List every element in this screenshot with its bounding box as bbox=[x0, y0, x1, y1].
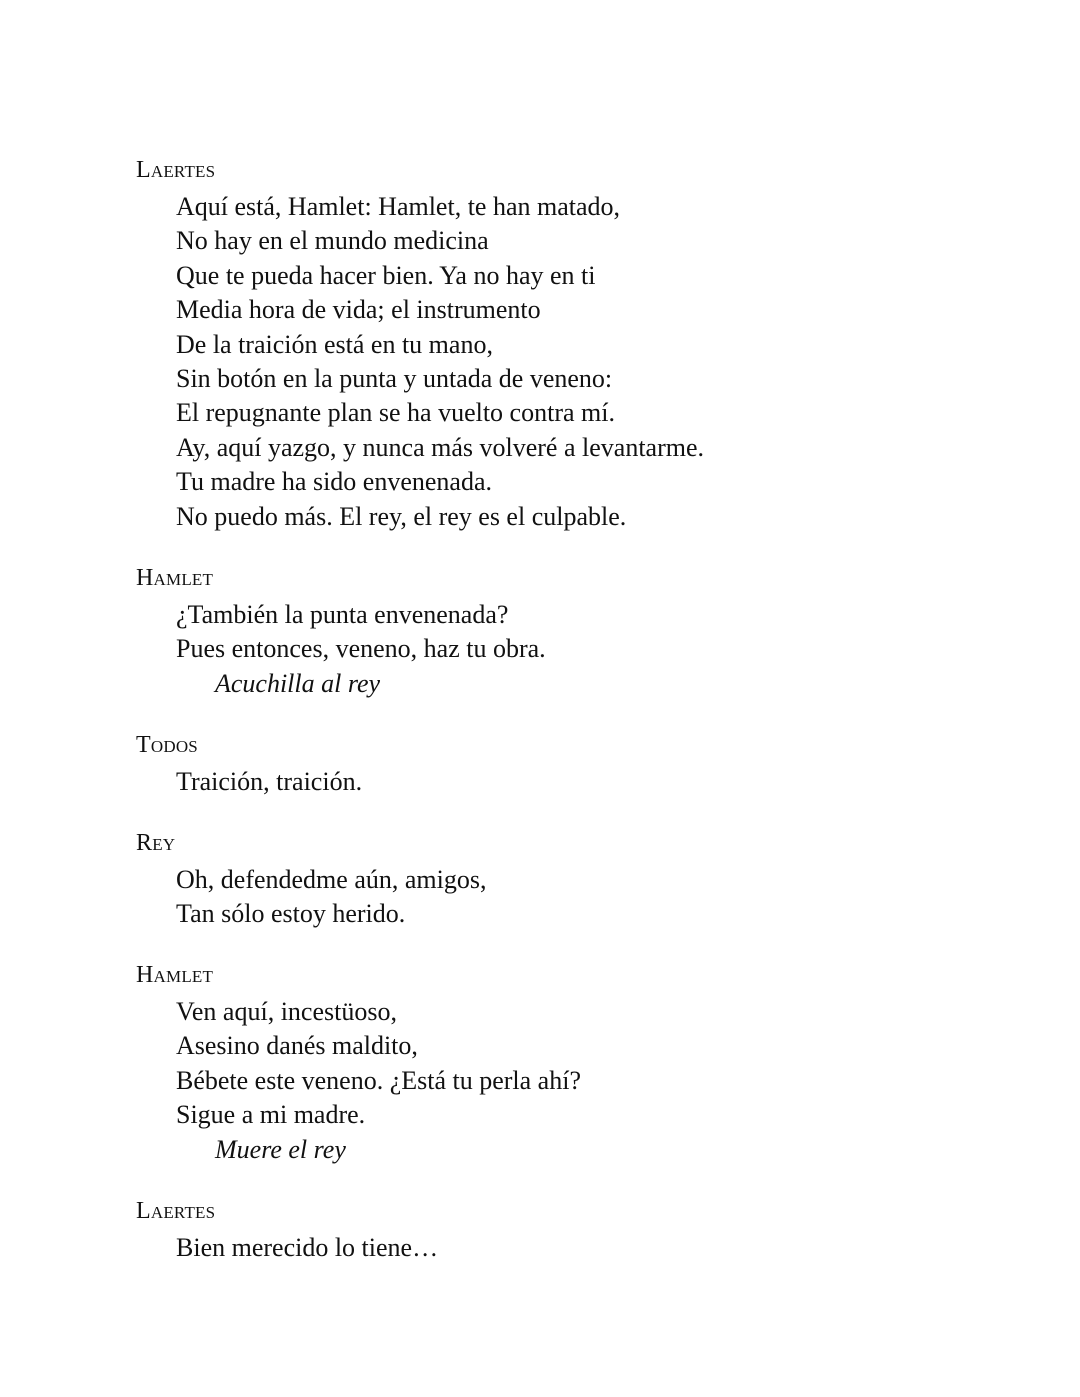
dialogue-line: Sin botón en la punta y untada de veneno: bbox=[176, 364, 613, 394]
dialogue-line: Tan sólo estoy herido. bbox=[176, 899, 406, 929]
speech-todos bbox=[136, 733, 996, 799]
speech-lines bbox=[136, 1231, 996, 1265]
dialogue-line: Tu madre ha sido envenenada. bbox=[176, 467, 493, 497]
speaker-name: Hamlet bbox=[136, 962, 214, 988]
dialogue-line: Pues entonces, veneno, haz tu obra. bbox=[176, 634, 546, 664]
dialogue-line: No hay en el mundo medicina bbox=[176, 226, 489, 256]
speech-rey bbox=[136, 831, 996, 932]
dialogue-line: Bébete este veneno. ¿Está tu perla ahí? bbox=[176, 1065, 581, 1095]
speech-lines bbox=[136, 863, 996, 932]
dialogue-line: Sigue a mi madre. bbox=[176, 1100, 366, 1130]
speech-laertes-2 bbox=[136, 1199, 996, 1265]
speaker-name: Hamlet bbox=[136, 565, 214, 591]
speaker-name: Laertes bbox=[136, 157, 216, 183]
dialogue-line: No puedo más. El rey, el rey es el culpable. bbox=[176, 501, 627, 531]
speaker-name: Laertes bbox=[136, 1198, 216, 1224]
speech-hamlet-1 bbox=[136, 566, 996, 701]
dialogue-line: De la traición está en tu mano, bbox=[176, 329, 493, 359]
dialogue-line: El repugnante plan se ha vuelto contra mí. bbox=[176, 398, 615, 428]
speech-lines bbox=[136, 190, 996, 534]
speech-lines bbox=[136, 995, 996, 1167]
dialogue-line: Traición, traición. bbox=[176, 767, 363, 796]
dialogue-line: Asesino danés maldito, bbox=[176, 1031, 418, 1061]
stage-direction: Acuchilla al rey bbox=[215, 668, 381, 698]
stage-direction: Muere el rey bbox=[215, 1134, 346, 1164]
dialogue-line: Ven aquí, incestüoso, bbox=[176, 997, 397, 1026]
speaker-name: Todos bbox=[136, 732, 198, 758]
speech-lines bbox=[136, 598, 996, 701]
dialogue-line: Que te pueda hacer bien. Ya no hay en ti bbox=[176, 260, 596, 290]
speech-hamlet-2 bbox=[136, 963, 996, 1167]
dialogue-line: Bien merecido lo tiene… bbox=[176, 1233, 439, 1262]
dialogue-line: Ay, aquí yazgo, y nunca más volveré a levantarme. bbox=[176, 432, 704, 462]
speech-lines bbox=[136, 765, 996, 799]
dialogue-line: ¿También la punta envenenada? bbox=[176, 600, 509, 629]
speech-laertes-1 bbox=[136, 158, 996, 534]
dialogue-line: Oh, defendedme aún, amigos, bbox=[176, 865, 487, 894]
dialogue-line: Aquí está, Hamlet: Hamlet, te han matado, bbox=[176, 192, 621, 221]
speaker-name: Rey bbox=[136, 830, 176, 856]
dialogue-line: Media hora de vida; el instrumento bbox=[176, 295, 541, 325]
